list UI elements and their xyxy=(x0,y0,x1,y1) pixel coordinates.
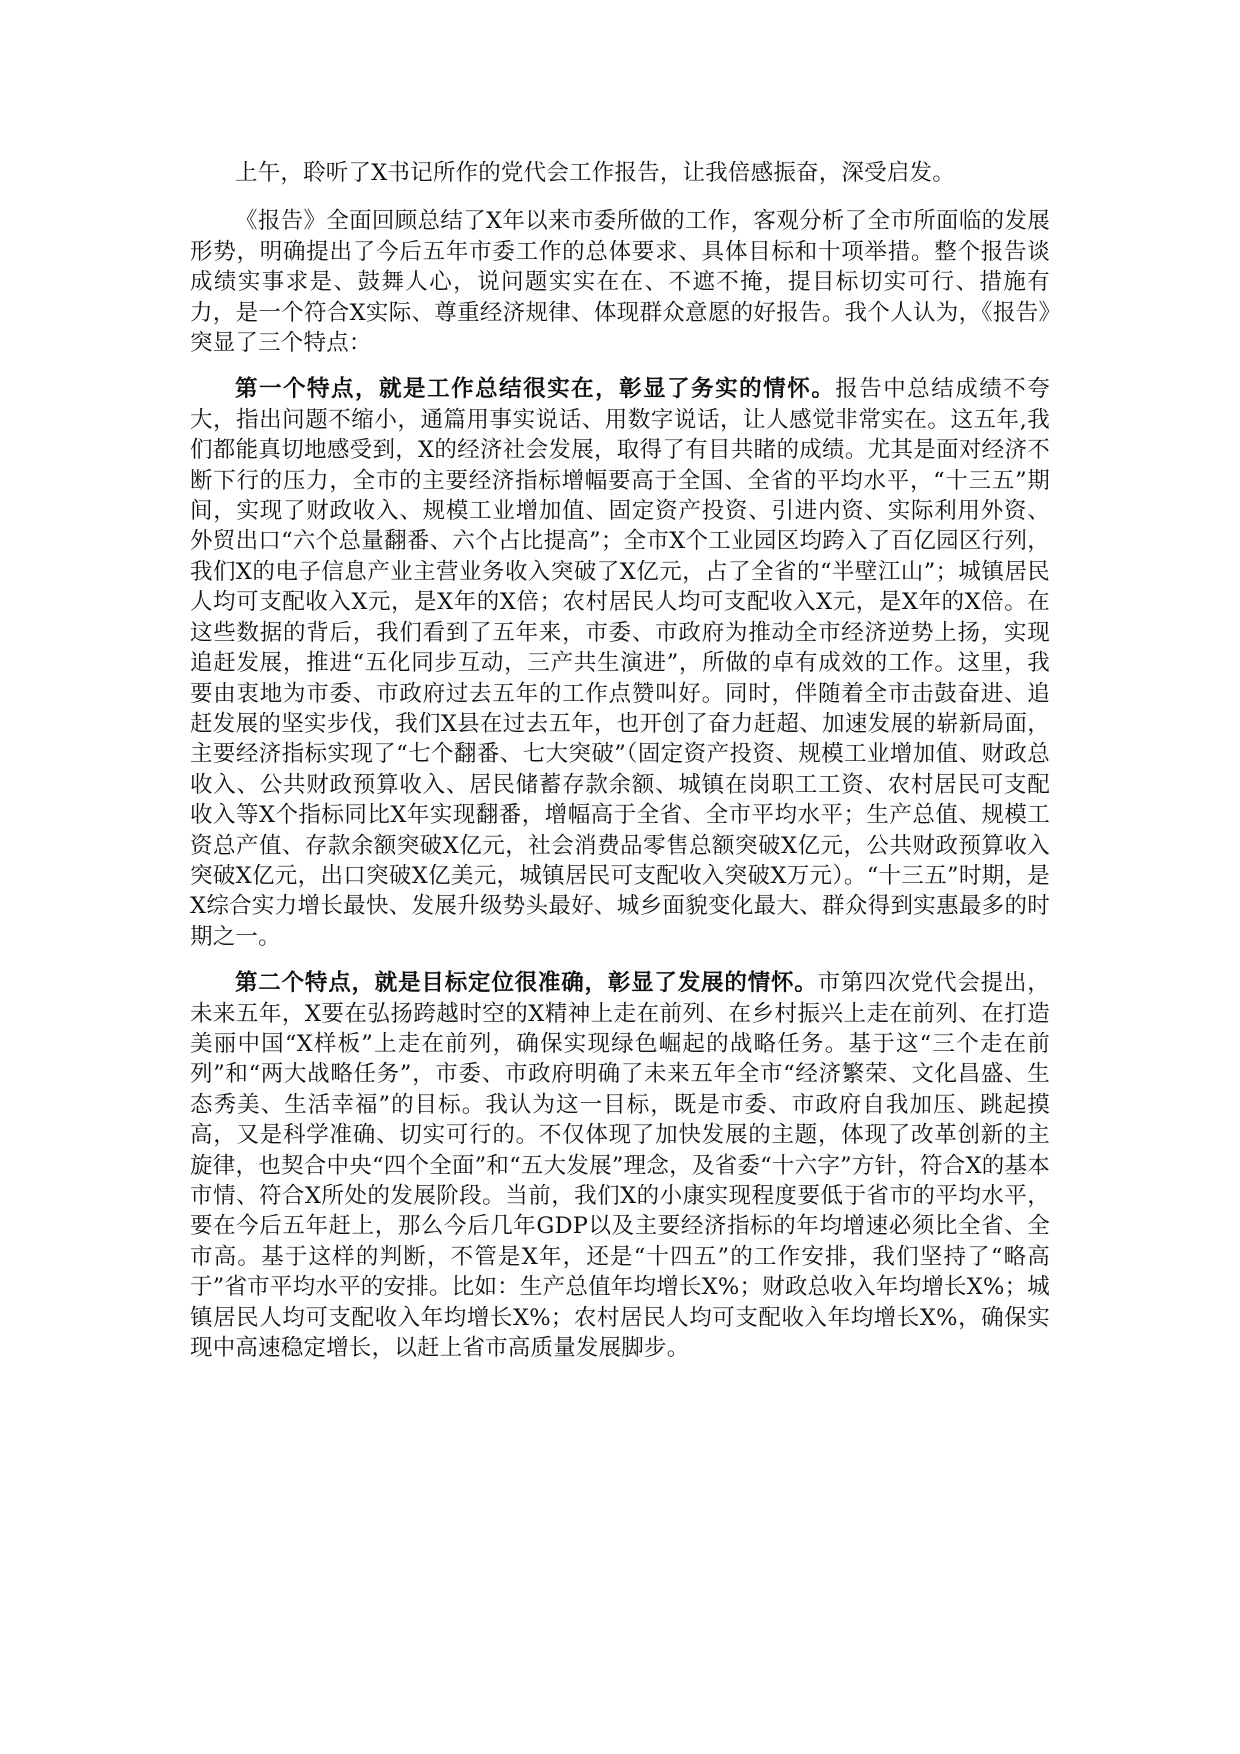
paragraph-text: 上午，聆听了X书记所作的党代会工作报告，让我倍感振奋，深受启发。 xyxy=(235,160,955,186)
paragraph-lead-heading: 第一个特点，就是工作总结很实在，彰显了务实的情怀。 xyxy=(235,376,836,403)
document-body xyxy=(190,158,1050,1379)
paragraph-text: 报告中总结成绩不夸大，指出问题不缩小，通篇用事实说话、用数字说话，让人感觉非常实在。这五年,我们都能真切地感受到，X的经济社会发展，取得了有目共睹的成绩。尤其是面对经济不断下行的压力，全市的主要经济指标增幅要高于全国、全省的平均水平，“十三五”期间，实现了财政收入、规模工业增加值、固定资产投资、引进内资、实际利用外资、外贸出口“六个总量翻番、六个占比提高”；全市X个工业园区均跨入了百亿园区行列，我们X的电子信息产业主营业务收入突破了X亿元，占了全省的“半壁江山”；城镇居民人均可支配收入X元，是X年的X倍；农村居民人均可支配收入X元，是X年的X倍。在这些数据的背后，我们看到了五年来，市委、市政府为推动全市经济逆势上扬，实现追赶发展，推进“五化同步互动，三产共生演进”，所做的卓有成效的工作。这里，我要由衷地为市委、市政府过去五年的工作点赞叫好。同时，伴随着全市击鼓奋进、追赶发展的坚实步伐，我们X县在过去五年，也开创了奋力赶超、加速发展的崭新局面，主要经济指标实现了“七个翻番、七大突破”（固定资产投资、规模工业增加值、财政总收入、公共财政预算收入、居民储蓄存款余额、城镇在岗职工工资、农村居民可支配收入等X个指标同比X年实现翻番，增幅高于全省、全市平均水平；生产总值、规模工资总产值、存款余额突破X亿元，社会消费品零售总额突破X亿元，公共财政预算收入突破X亿元，出口突破X亿美元，城镇居民可支配收入突破X万元）。“十三五”时期，是X综合实力增长最快、发展升级势头最好、城乡面貌变化最大、群众得到实惠最多的时期之一。 xyxy=(190,376,1050,950)
paragraph-opening xyxy=(190,158,1050,188)
paragraph-report-summary xyxy=(190,206,1050,358)
paragraph-lead-heading: 第二个特点，就是目标定位很准确，彰显了发展的情怀。 xyxy=(235,970,818,997)
paragraph-feature-one xyxy=(190,374,1050,952)
paragraph-text: 《报告》全面回顾总结了X年以来市委所做的工作，客观分析了全市所面临的发展形势，明确提出了今后五年市委工作的总体要求、具体目标和十项举措。整个报告谈成绩实事求是、鼓舞人心，说问题实实在在、不遮不掩，提目标切实可行、措施有力，是一个符合X实际、尊重经济规律、体现群众意愿的好报告。我个人认为，《报告》突显了三个特点： xyxy=(190,208,1050,357)
paragraph-text: 市第四次党代会提出，未来五年，X要在弘扬跨越时空的X精神上走在前列、在乡村振兴上走在前列、在打造美丽中国“X样板”上走在前列，确保实现绿色崛起的战略任务。基于这“三个走在前列”和“两大战略任务”，市委、市政府明确了未来五年全市“经济繁荣、文化昌盛、生态秀美、生活幸福”的目标。我认为这一目标，既是市委、市政府自我加压、跳起摸高，又是科学准确、切实可行的。不仅体现了加快发展的主题，体现了改革创新的主旋律，也契合中央“四个全面”和“五大发展”理念，及省委“十六字”方针，符合X的基本市情、符合X所处的发展阶段。当前，我们X的小康实现程度要低于省市的平均水平，要在今后五年赶上，那么今后几年GDP以及主要经济指标的年均增速必须比全省、全市高。基于这样的判断，不管是X年，还是“十四五”的工作安排，我们坚持了“略高于”省市平均水平的安排。比如：生产总值年均增长X%；财政总收入年均增长X%；城镇居民人均可支配收入年均增长X%；农村居民人均可支配收入年均增长X%，确保实现中高速稳定增长，以赶上省市高质量发展脚步。 xyxy=(190,970,1050,1362)
paragraph-feature-two xyxy=(190,968,1050,1363)
